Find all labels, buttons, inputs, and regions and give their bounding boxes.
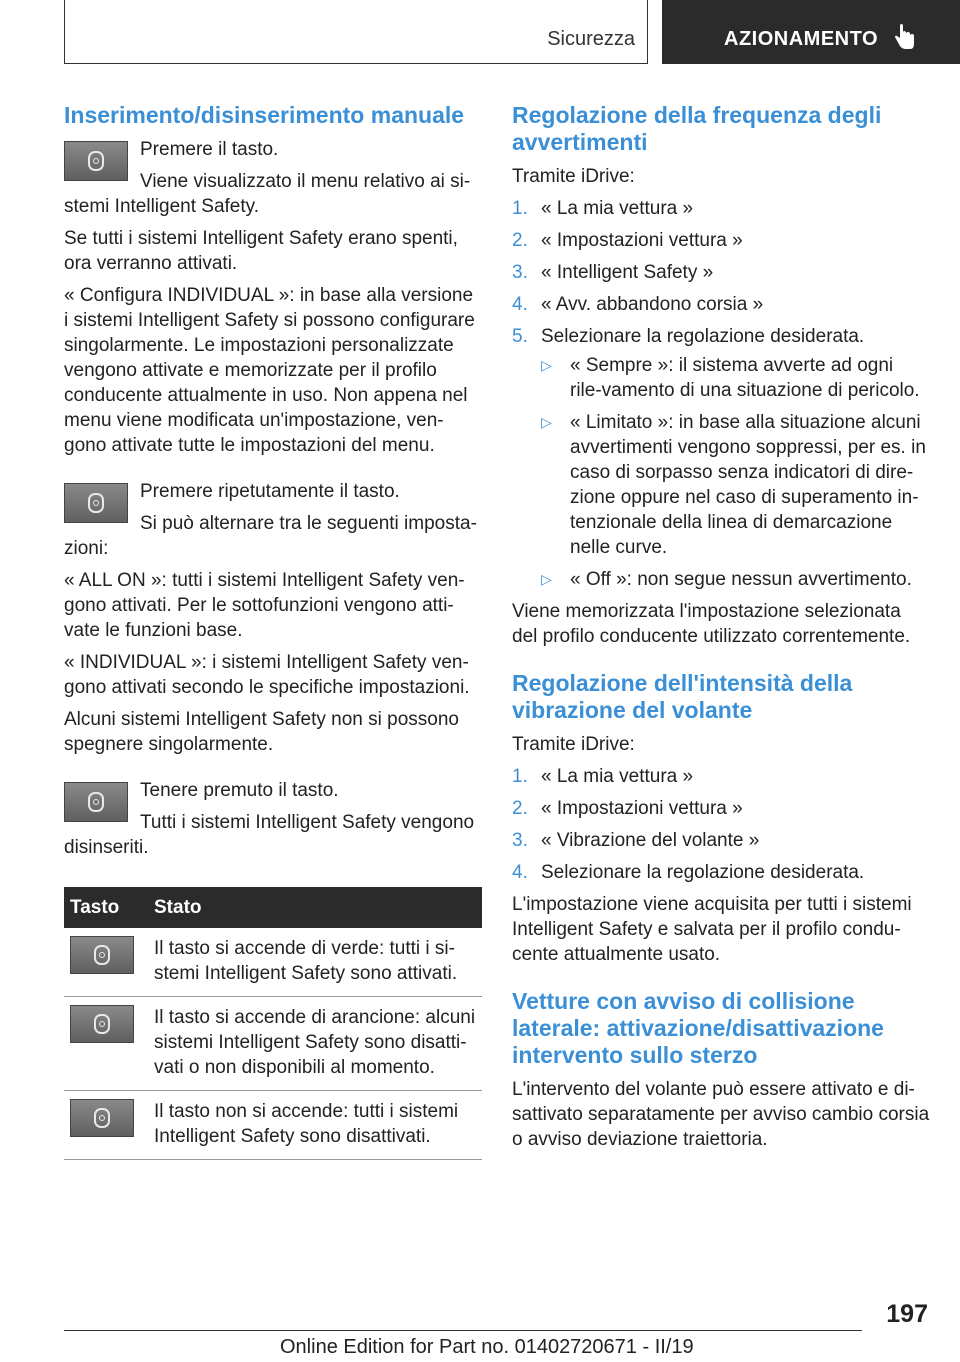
triangle-bullet-icon: ▷ bbox=[541, 414, 552, 430]
intro-text: Tramite iDrive: bbox=[512, 166, 635, 187]
steps-list bbox=[512, 764, 930, 885]
sub-options-list bbox=[541, 353, 930, 592]
list-item: ▷ « Limitato »: in base alla situazione alcuni avvertimenti vengono soppressi, per es. in caso di sorpasso senza indicatori di dire-zione oppure nel caso di superamento in-tenzionale della linea di demarcazione nelle curve. bbox=[541, 412, 926, 558]
triangle-bullet-icon: ▷ bbox=[541, 357, 552, 373]
paragraph: Viene memorizzata l'impostazione selezionata del profilo conducente utilizzato correntemente. bbox=[512, 601, 911, 647]
table-header-key: Tasto bbox=[64, 887, 148, 928]
intelligent-safety-button-icon bbox=[70, 936, 134, 974]
table-row bbox=[64, 928, 482, 997]
list-item: 3. « Intelligent Safety » bbox=[512, 262, 714, 283]
list-item: 1. « La mia vettura » bbox=[512, 766, 694, 787]
paragraph: Alcuni sistemi Intelligent Safety non si possono spegnere singolarmente. bbox=[64, 709, 459, 755]
section-title: Sicurezza bbox=[547, 28, 635, 50]
list-item: ▷ « Sempre »: il sistema avverte ad ogni rile-vamento di una situazione di pericolo. bbox=[541, 355, 920, 401]
page-number: 197 bbox=[886, 1300, 928, 1328]
intro-text: Tramite iDrive: bbox=[512, 734, 635, 755]
table-cell-state: Il tasto non si accende: tutti i sistemi Intelligent Safety sono disattivati. bbox=[148, 1091, 482, 1160]
list-item: 2. « Impostazioni vettura » bbox=[512, 230, 743, 251]
footer-divider bbox=[64, 1330, 862, 1331]
header-chapter-box bbox=[662, 0, 960, 64]
instruction-result: Si può alternare tra le seguenti imposta-zioni: bbox=[64, 513, 477, 559]
heading-side-collision: Vetture con avviso di collisione laterale: attivazione/disattivazione intervento sullo sterzo bbox=[512, 988, 884, 1068]
instruction-text: Premere ripetutamente il tasto. bbox=[140, 481, 400, 502]
table-cell-state: Il tasto si accende di arancione: alcuni sistemi Intelligent Safety sono disatti-vati o non disponibili al momento. bbox=[148, 997, 482, 1091]
chapter-title: AZIONAMENTO bbox=[724, 28, 879, 50]
intelligent-safety-button-icon bbox=[64, 782, 128, 822]
intelligent-safety-button-icon bbox=[70, 1099, 134, 1137]
intelligent-safety-button-icon bbox=[64, 483, 128, 523]
paragraph: L'impostazione viene acquisita per tutti i sistemi Intelligent Safety e salvata per il profilo condu-cente attualmente usato. bbox=[512, 894, 912, 965]
intelligent-safety-button-icon bbox=[64, 141, 128, 181]
list-item: 5. Selezionare la regolazione desiderata. ▷ « Sempre »: il sistema avverte ad ogni rile-vamento di una situazione di pericolo. ▷ « Limitato »: in base alla situazione alcuni avvertimenti vengono soppressi, per es. in caso di sorpasso senza indicatori di dire-zione oppure nel caso di superamento in-tenzionale della linea di demarcazione nelle curve. ▷ « Off »: non segue nessun avvertimento. bbox=[512, 324, 930, 592]
instruction-text: Tenere premuto il tasto. bbox=[140, 780, 339, 801]
list-item: 1. « La mia vettura » bbox=[512, 198, 694, 219]
triangle-bullet-icon: ▷ bbox=[541, 571, 552, 587]
edition-footer: Online Edition for Part no. 01402720671 - II/19 bbox=[280, 1336, 694, 1358]
intelligent-safety-button-icon bbox=[70, 1005, 134, 1043]
instruction-text: Premere il tasto. bbox=[140, 139, 279, 160]
list-item: 4. « Avv. abbandono corsia » bbox=[512, 294, 764, 315]
list-item: 3. « Vibrazione del volante » bbox=[512, 830, 760, 851]
paragraph: « ALL ON »: tutti i sistemi Intelligent Safety ven-gono attivati. Per le sottofunzioni vengono atti-vate le funzioni base. bbox=[64, 570, 465, 641]
header-section-box bbox=[64, 0, 648, 64]
key-state-table bbox=[64, 887, 482, 1160]
table-cell-state: Il tasto si accende di verde: tutti i si-stemi Intelligent Safety sono attivati. bbox=[148, 928, 482, 997]
table-row bbox=[64, 1091, 482, 1160]
key-instruction-repeat bbox=[64, 479, 482, 561]
heading-warning-frequency: Regolazione della frequenza degli avvertimenti bbox=[512, 102, 882, 155]
heading-vibration-intensity: Regolazione dell'intensità della vibrazione del volante bbox=[512, 670, 853, 723]
table-row bbox=[64, 997, 482, 1091]
instruction-result: Viene visualizzato il menu relativo ai si-stemi Intelligent Safety. bbox=[64, 171, 471, 217]
table-header-state: Stato bbox=[148, 887, 482, 928]
right-column bbox=[512, 100, 930, 1159]
list-item: ▷ « Off »: non segue nessun avvertimento. bbox=[541, 569, 912, 590]
list-item: 4. Selezionare la regolazione desiderata. bbox=[512, 862, 865, 883]
paragraph: Se tutti i sistemi Intelligent Safety erano spenti, ora verranno attivati. bbox=[64, 228, 458, 274]
paragraph: « Configura INDIVIDUAL »: in base alla versione i sistemi Intelligent Safety si possono configurare singolarmente. Le impostazioni personalizzate vengono attivate e memorizzate per il profilo conducente attualmente in uso. Non appena nel menu viene modificata un'impostazione, ven-gono attivate tutte le impostazioni del menu. bbox=[64, 285, 475, 456]
steps-list bbox=[512, 196, 930, 592]
paragraph: L'intervento del volante può essere attivato e di-sattivato separatamente per avviso cambio corsia o avviso deviazione traiettoria. bbox=[512, 1079, 930, 1150]
paragraph: « INDIVIDUAL »: i sistemi Intelligent Safety ven-gono attivati secondo le specifiche impostazioni. bbox=[64, 652, 470, 698]
instruction-result: Tutti i sistemi Intelligent Safety vengono disinseriti. bbox=[64, 812, 475, 858]
list-item: 2. « Impostazioni vettura » bbox=[512, 798, 743, 819]
left-column bbox=[64, 100, 482, 1160]
hand-pointer-icon bbox=[894, 24, 916, 50]
key-instruction-hold bbox=[64, 778, 482, 860]
key-instruction-press bbox=[64, 137, 482, 219]
heading-manual-toggle: Inserimento/disinserimento manuale bbox=[64, 102, 465, 128]
